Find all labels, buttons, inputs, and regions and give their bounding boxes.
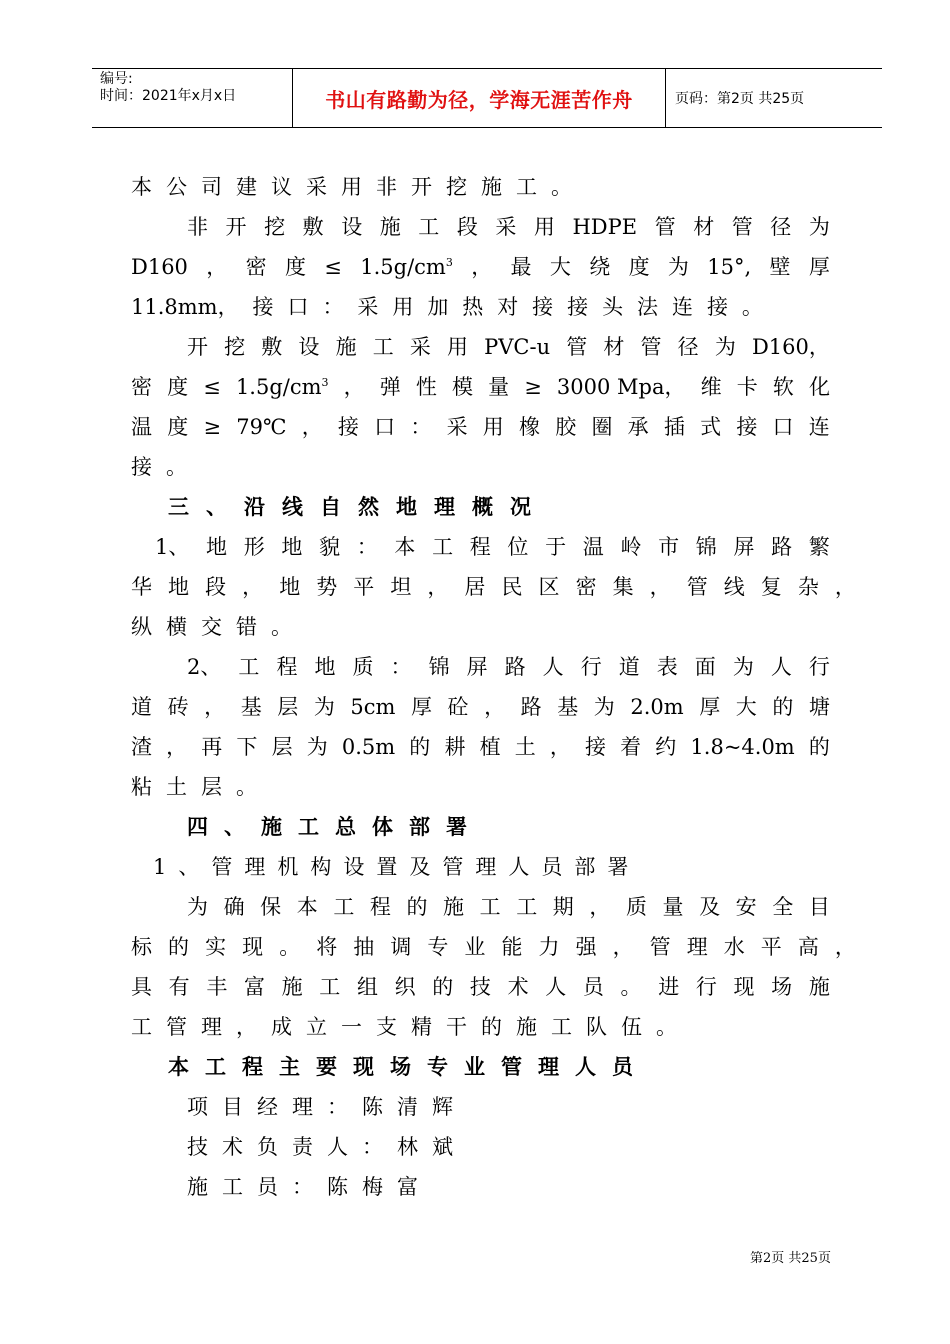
- para-line: 本公司建议采用非开挖施工。: [131, 175, 586, 199]
- page-footer: 第2页 共25页: [750, 1251, 831, 1266]
- para-line: 纵横交错。: [131, 615, 306, 639]
- para-line: 1、 地 形 地 貌 ： 本 工 程 位 于 温 岭 市 锦 屏 路 繁: [155, 535, 830, 559]
- para-line: 接。: [131, 455, 201, 479]
- section-heading: 三、沿线自然地理概况: [168, 495, 548, 519]
- para-line: 2、 工 程 地 质 ： 锦 屏 路 人 行 道 表 面 为 人 行: [187, 655, 830, 679]
- para-line: 为 确 保 本 工 程 的 施 工 工 期 ， 质 量 及 安 全 目: [187, 895, 830, 919]
- staff-item: 项目经理：陈清辉: [187, 1095, 467, 1119]
- header-motto: 书山有路勤为径，学海无涯苦作舟: [293, 69, 666, 127]
- para-line: 开 挖 敷 设 施 工 采 用 PVC-u 管 材 管 径 为 D160，: [187, 335, 830, 359]
- para-line: 温 度 ≥ 79℃ ， 接 口 ： 采 用 橡 胶 圈 承 插 式 接 口 连: [131, 415, 830, 439]
- para-line: 标 的 实 现 。 将 抽 调 专 业 能 力 强 ， 管 理 水 平 高 ，: [131, 935, 856, 959]
- para-line: 具 有 丰 富 施 工 组 织 的 技 术 人 员 。 进 行 现 场 施: [131, 975, 830, 999]
- para-line: 11.8mm， 接 口 ： 采 用 加 热 对 接 接 头 法 连 接 。: [131, 295, 763, 319]
- page-header: [92, 68, 882, 128]
- header-meta: [92, 69, 293, 127]
- para-line: 道 砖 ， 基 层 为 5cm 厚 砼 ， 路 基 为 2.0m 厚 大 的 塘: [131, 695, 830, 719]
- staff-item: 技术负责人：林斌: [187, 1135, 467, 1159]
- header-page-label: 页码：第2页 共25页: [675, 91, 805, 107]
- code-label: 编号:: [100, 71, 133, 87]
- para-line: 密 度 ≤ $1.5g/cm^3$ ， 弹 性 模 量 ≥ 3000 Mpa， 维 卡 软 化: [131, 375, 830, 399]
- time-label: 时间：2021年x月x日: [100, 88, 237, 104]
- para-line: 渣 ， 再 下 层 为 0.5m 的 耕 植 土 ， 接 着 约 1.8~4.0m 的: [131, 735, 830, 759]
- subsection-heading: 1、管理机构设置及管理人员部署: [153, 855, 641, 879]
- staff-heading: 本工程主要现场专业管理人员: [168, 1055, 649, 1079]
- para-line: 工管理，成立一支精干的施工队伍。: [131, 1015, 691, 1039]
- staff-item: 施工员：陈梅富: [187, 1175, 432, 1199]
- para-line: D160 ， 密 度 ≤ $1.5g/cm^3$ ， 最 大 绕 度 为 15°, 壁 厚: [131, 255, 830, 279]
- section-heading: 四、施工总体部署: [187, 815, 483, 839]
- para-line: 粘土层。: [131, 775, 271, 799]
- para-line: 华 地 段 ， 地 势 平 坦 ， 居 民 区 密 集 ， 管 线 复 杂 ，: [131, 575, 856, 599]
- para-line: 非 开 挖 敷 设 施 工 段 采 用 HDPE 管 材 管 径 为: [187, 215, 830, 239]
